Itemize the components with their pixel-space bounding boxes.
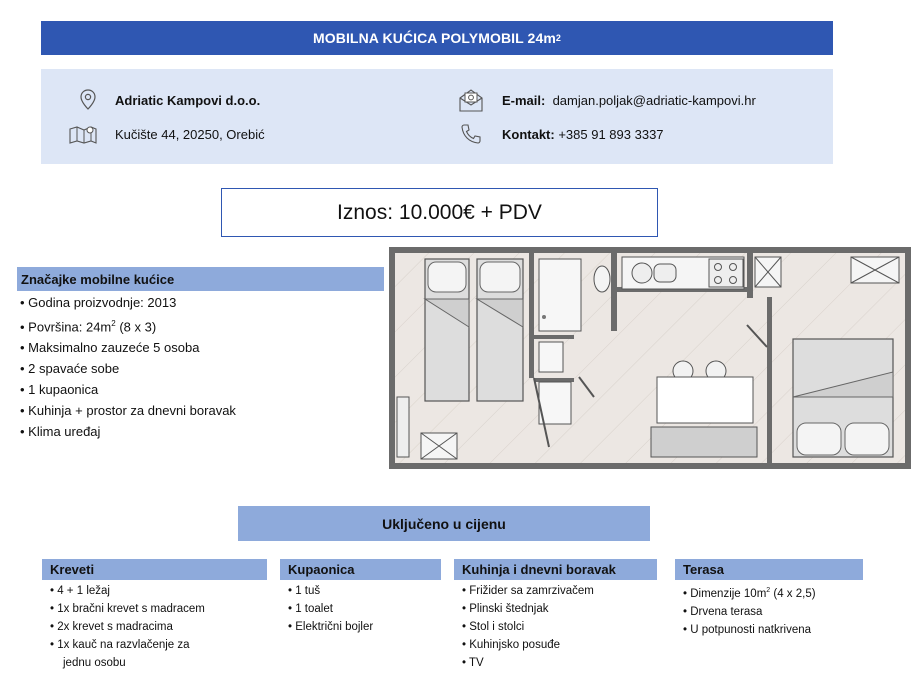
kitchen-list <box>462 582 594 672</box>
double-bed <box>793 339 893 457</box>
features-heading: Značajke mobilne kućice <box>17 267 384 291</box>
list-item: • Drvena terasa <box>683 605 763 618</box>
terrace-dim-suffix: (4 x 2,5) <box>770 587 816 600</box>
bathroom-heading: Kupaonica <box>280 559 441 580</box>
feature-area-suffix: (8 x 3) <box>115 319 157 335</box>
list-item: • 2x krevet s madracima <box>50 621 173 633</box>
bathroom-sink <box>539 342 563 372</box>
sofa <box>651 427 757 457</box>
beds-heading: Kreveti <box>42 559 267 580</box>
list-item: • U potpunosti natkrivena <box>683 623 812 636</box>
list-item: • Električni bojler <box>288 621 374 633</box>
list-item: • 1 toalet <box>288 603 333 615</box>
list-item: jednu osobu <box>63 657 126 669</box>
list-item: • Kuhinjsko posuđe <box>462 639 561 651</box>
feature-item: • 1 kupaonica <box>20 382 99 398</box>
phone-label: Kontakt: <box>502 126 555 142</box>
shower <box>539 259 581 331</box>
map-icon <box>68 123 98 145</box>
kitchen-heading: Kuhinja i dnevni boravak <box>454 559 657 580</box>
phone-icon <box>458 123 484 145</box>
list-item: • TV <box>462 657 484 669</box>
company-name: Adriatic Kampovi d.o.o. <box>115 92 261 108</box>
list-item: • 4 + 1 ležaj <box>50 585 110 597</box>
page-title-text: MOBILNA KUĆICA POLYMOBIL 24m <box>312 30 556 46</box>
terrace-dimensions-item <box>683 582 816 603</box>
feature-item: • Maksimalno zauzeće 5 osoba <box>20 340 200 356</box>
page-title-sup: 2 <box>555 33 561 43</box>
dining-table <box>657 377 753 423</box>
page-title <box>41 21 833 55</box>
address-row <box>68 123 265 145</box>
email-icon <box>458 89 484 111</box>
list-item: • Plinski štednjak <box>462 603 549 615</box>
bathroom-list <box>288 582 373 636</box>
terrace-dim-text: • Dimenzije 10m <box>683 587 767 600</box>
contact-box <box>41 69 833 164</box>
list-item: • Frižider sa zamrzivačem <box>462 585 594 597</box>
feature-area-sup: 2 <box>111 319 116 328</box>
price-text: Iznos: 10.000€ + PDV <box>337 200 542 224</box>
list-item: • 1x bračni krevet s madracem <box>50 603 205 615</box>
feature-area-text: • Površina: 24m <box>20 319 112 335</box>
phone-value[interactable]: +385 91 893 3337 <box>558 126 664 142</box>
price-box <box>221 188 658 237</box>
feature-item-area <box>20 313 236 337</box>
toilet <box>594 266 610 292</box>
list-item: • Stol i stolci <box>462 621 525 633</box>
email-value[interactable]: damjan.poljak@adriatic-kampovi.hr <box>552 92 756 108</box>
single-bed-right <box>477 259 523 401</box>
email-label: E-mail: <box>502 92 546 108</box>
terrace-list <box>683 582 816 639</box>
list-item: • 1 tuš <box>288 585 321 597</box>
terrace-dim-sup: 2 <box>766 587 771 594</box>
terrace-heading: Terasa <box>675 559 863 580</box>
feature-item: • Klima uređaj <box>20 424 101 440</box>
floor-plan-image <box>389 247 911 469</box>
beds-list <box>50 582 205 672</box>
feature-item: • 2 spavaće sobe <box>20 361 120 377</box>
feature-item: • Kuhinja + prostor za dnevni boravak <box>20 403 236 419</box>
email-row <box>458 89 756 111</box>
list-item: • 1x kauč na razvlačenje za <box>50 639 190 651</box>
feature-item: • Godina proizvodnje: 2013 <box>20 295 177 310</box>
address-text: Kučište 44, 20250, Orebić <box>115 126 265 142</box>
features-list <box>20 292 236 442</box>
phone-row <box>458 123 664 145</box>
included-heading: Uključeno u cijenu <box>238 506 650 541</box>
single-bed-left <box>425 259 469 401</box>
location-pin-icon <box>77 89 99 111</box>
company-row <box>77 89 260 111</box>
